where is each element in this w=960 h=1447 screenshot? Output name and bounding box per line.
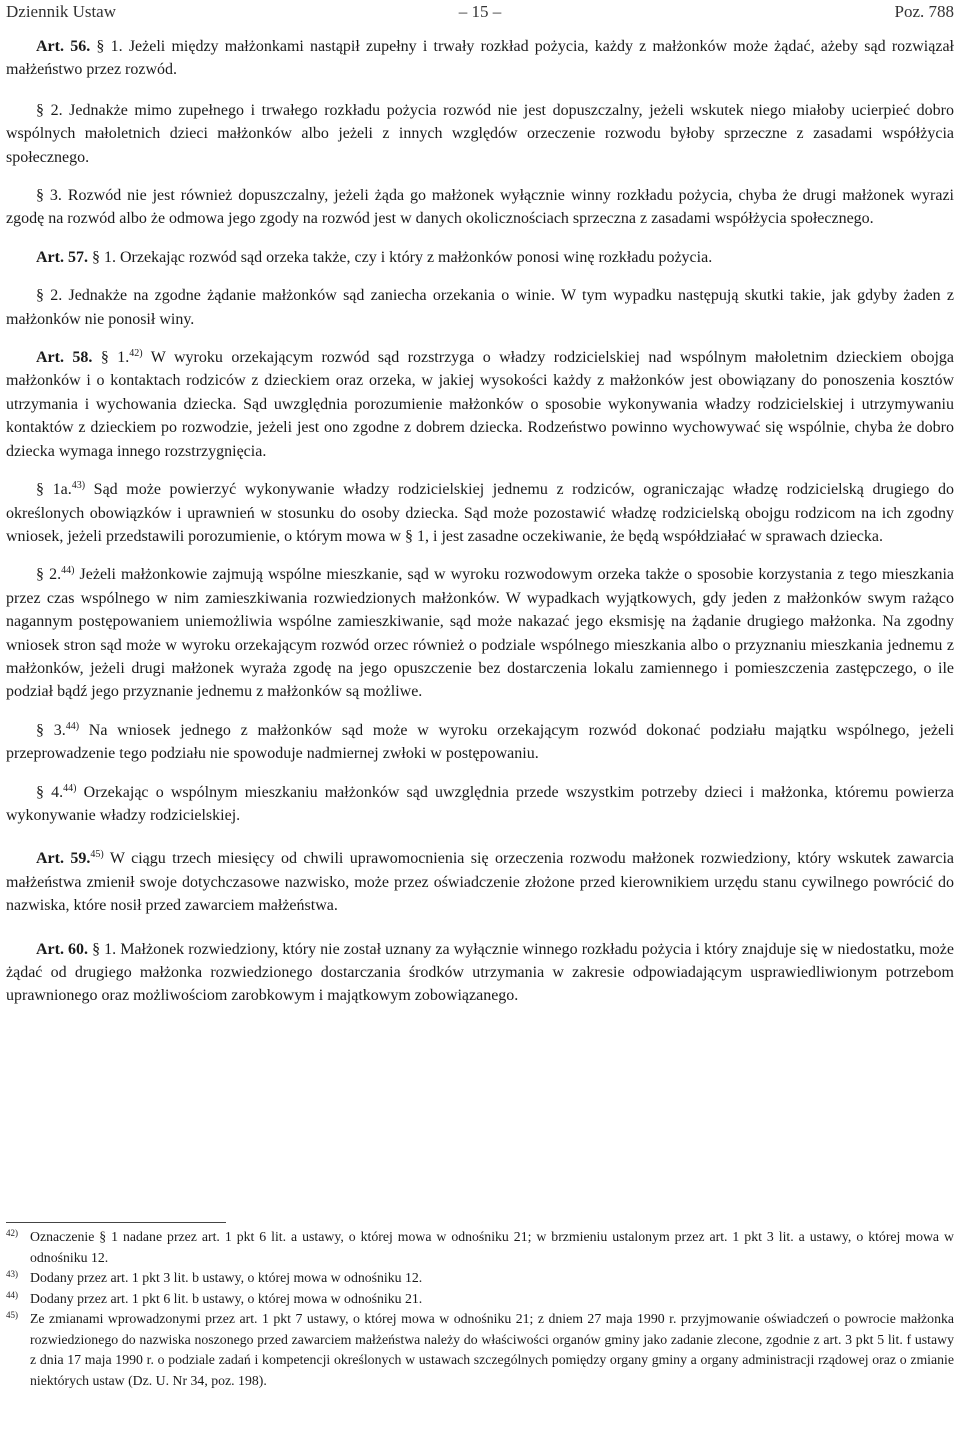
- footnote-text: Dodany przez art. 1 pkt 3 lit. b ustawy, o której mowa w odnośniku 12.: [30, 1270, 423, 1285]
- art58-par3: [6, 719, 954, 766]
- footnote-text: Oznaczenie § 1 nadane przez art. 1 pkt 6 lit. a ustawy, o której mowa w odnośniku 21; w brzmieniu ustalonym przez art. 1 pkt 3 lit. a ustawy, o której mowa w odnośniku 12.: [30, 1229, 954, 1265]
- art56-par3: § 3. Rozwód nie jest również dopuszczalny, jeżeli żąda go małżonek wyłącznie winny rozkładu pożycia, chyba że drugi małżonek wyrazi zgodę na rozwód albo że odmowa jego zgody na rozwód jest w danych okolicznościach sprzeczna z zasadami współżycia społecznego.: [6, 187, 954, 228]
- journal-title: Dziennik Ustaw: [6, 2, 117, 21]
- art58-label: Art. 58.: [36, 349, 93, 367]
- footnote-ref-43: 43): [71, 480, 86, 492]
- art60-par1: [6, 938, 954, 1008]
- footnote-text: Dodany przez art. 1 pkt 6 lit. b ustawy, o której mowa w odnośniku 21.: [30, 1290, 423, 1306]
- footnote-ref-44: 44): [61, 565, 75, 577]
- art58-par1: [6, 346, 954, 463]
- footnote-43: [6, 1268, 954, 1289]
- art56-par1-text: § 1. Jeżeli między małżonkami nastąpił zupełny i trwały rozkład pożycia, każdy z małżonków może żądać, ażeby sąd rozwiązał małżeństwo przez rozwód.: [6, 38, 955, 79]
- footnote-number: 42): [6, 1228, 18, 1238]
- art58-par4-prefix: § 4.: [36, 783, 64, 801]
- art58-par4-text: Orzekając o wspólnym mieszkaniu małżonków sąd uwzględnia przede wszystkim potrzeby dzieci i małżonka, któremu powierza wykonywanie władzy rodzicielskiej.: [6, 783, 954, 824]
- art58-par1-prefix: § 1.: [92, 349, 130, 367]
- footnote-ref-44: 44): [63, 782, 77, 794]
- art58-par2: [6, 563, 954, 703]
- art58-par1-text: W wyroku orzekającym rozwód sąd rozstrzyga o władzy rodzicielskiej nad wspólnym małoletnim dzieckiem obojga małżonków i o kontaktach rodziców z dzieckiem oraz orzeka, w jakiej wysokości każdy z małżonków jest obowiązany do ponoszenia kosztów utrzymania i wychowania dziecka. Sąd uwzględnia porozumienie małżonków o sposobie wykonywania władzy rodzicielskiej i utrzymywaniu kontaktów z dzieckiem po rozwodzie, jeżeli jest ono zgodne z dobrem dziecka. Rodzeństwo powinno wychowywać się wspólnie, chyba że dobro dziecka wymaga innego rozstrzygnięcia.: [6, 349, 955, 460]
- art58-par1a-text: Sąd może powierzyć wykonywanie władzy rodzicielskiej jednemu z rodziców, ograniczając władzę rodzicielską drugiego do określonych obowiązków i uprawnień w stosunku do osoby dziecka. Sąd może pozostawić władzę rodzicielską obojgu rodzicom na ich zgodny wniosek, jeżeli przedstawili porozumienie, o którym mowa w § 1, i jest zasadne oczekiwanie, że będą współdziałać w sprawach dziecka.: [6, 481, 955, 545]
- page-number: – 15 –: [458, 2, 502, 21]
- art59-label: Art. 59.: [36, 850, 91, 868]
- footnotes: [6, 1222, 954, 1391]
- footnote-ref-44: 44): [65, 720, 80, 732]
- art59-par1: [6, 847, 954, 917]
- art58-par3-prefix: § 3.: [36, 721, 66, 739]
- art59-text: W ciągu trzech miesięcy od chwili uprawomocnienia się orzeczenia rozwodu małżonek rozwiedziony, który wskutek zawarcia małżeństwa zmienił swoje dotychczasowe nazwisko, może przez oświadczenie złożone przed kierownikiem urzędu stanu cywilnego powrócić do nazwiska, które nosił przed zawarciem małżeństwa.: [6, 850, 955, 915]
- art56-par1: [6, 35, 954, 82]
- art58-par2-prefix: § 2.: [36, 566, 62, 584]
- footnote-number: 43): [6, 1269, 18, 1279]
- footnote-ref-42: 42): [129, 348, 143, 360]
- art57-label: Art. 57.: [36, 248, 88, 266]
- footnote-number: 45): [6, 1310, 18, 1320]
- art58-par1a-prefix: § 1a.: [36, 481, 72, 499]
- art58-par2-text: Jeżeli małżonkowie zajmują wspólne mieszkanie, sąd w wyroku rozwodowym orzeka także o sposobie korzystania z tego mieszkania przez czas wspólnego w nim zamieszkiwania rozwiedzionych małżonków. W wypadkach wyjątkowych, gdy jeden z małżonków swym rażąco nagannym postępowaniem uniemożliwia wspólne zamieszkiwanie, sąd może nakazać jego eksmisję na żądanie drugiego małżonka. Na zgodny wniosek stron sąd może w wyroku orzekającym rozwód orzec również o podziale wspólnego mieszkania albo o przyznaniu mieszkania jednemu z małżonków, jeżeli drugi małżonek wyraża zgodę na jego opuszczenie bez dostarczenia lokalu zamiennego i pomieszczenia zastępczego, o ile podział bądź jego przyznanie jednemu z małżonków są możliwe.: [6, 566, 954, 701]
- footnote-separator: [6, 1222, 226, 1223]
- art56-label: Art. 56.: [36, 38, 91, 55]
- art58-par1a: [6, 478, 954, 548]
- footnote-45: [6, 1309, 954, 1391]
- art56-par2: § 2. Jednakże mimo zupełnego i trwałego rozkładu pożycia rozwód nie jest dopuszczalny, jeżeli wskutek niego miałoby ucierpieć dobro wspólnych małoletnich dzieci małżonków albo jeżeli z innych względów orzeczenie rozwodu byłoby sprzeczne z zasadami współżycia społecznego.: [6, 101, 954, 166]
- footnote-text: Ze zmianami wprowadzonymi przez art. 1 pkt 7 ustawy, o której mowa w odnośniku 21; z dniem 27 maja 1990 r. przyjmowanie oświadczeń o powrocie małżonka rozwiedzionego do nazwiska noszonego przed zawarciem małżeństwa należy do właściwości organów gminy jako zadanie zlecone, zgodnie z art. 3 pkt 5 lit. f ustawy z dnia 17 maja 1990 r. o podziale zadań i kompetencji określonych w ustawach szczególnych pomiędzy organy gminy a organy administracji rządowej oraz o zmianie niektórych ustaw (Dz. U. Nr 34, poz. 198).: [30, 1311, 954, 1388]
- footnote-number: 44): [6, 1289, 18, 1300]
- position-number: Poz. 788: [894, 2, 954, 21]
- art57-par1: [6, 246, 954, 269]
- art57-par2: § 2. Jednakże na zgodne żądanie małżonków sąd zaniecha orzekania o winie. W tym wypadku następują skutki takie, jak gdyby żaden z małżonków nie ponosił winy.: [6, 287, 954, 328]
- main-text: [6, 35, 954, 1023]
- art60-label: Art. 60.: [36, 940, 89, 958]
- art57-par1-text: § 1. Orzekając rozwód sąd orzeka także, czy i który z małżonków ponosi winę rozkładu pożycia.: [87, 248, 713, 266]
- footnote-ref-45: 45): [90, 849, 104, 861]
- footnote-42: [6, 1227, 954, 1268]
- page-header: [6, 2, 954, 26]
- art60-par1-text: § 1. Małżonek rozwiedziony, który nie został uznany za wyłącznie winnego rozkładu pożycia i który znajduje się w niedostatku, może żądać od drugiego małżonka rozwiedzionego dostarczania środków utrzymania w zakresie odpowiadającym usprawiedliwionym potrzebom uprawnionego oraz możliwościom zarobkowym i majątkowym zobowiązanego.: [6, 940, 955, 1005]
- art58-par4: [6, 781, 954, 828]
- footnote-44: [6, 1289, 954, 1310]
- art58-par3-text: Na wniosek jednego z małżonków sąd może w wyroku orzekającym rozwód dokonać podziału majątku wspólnego, jeżeli przeprowadzenie tego podziału nie spowoduje nadmiernej zwłoki w postępowaniu.: [6, 721, 955, 763]
